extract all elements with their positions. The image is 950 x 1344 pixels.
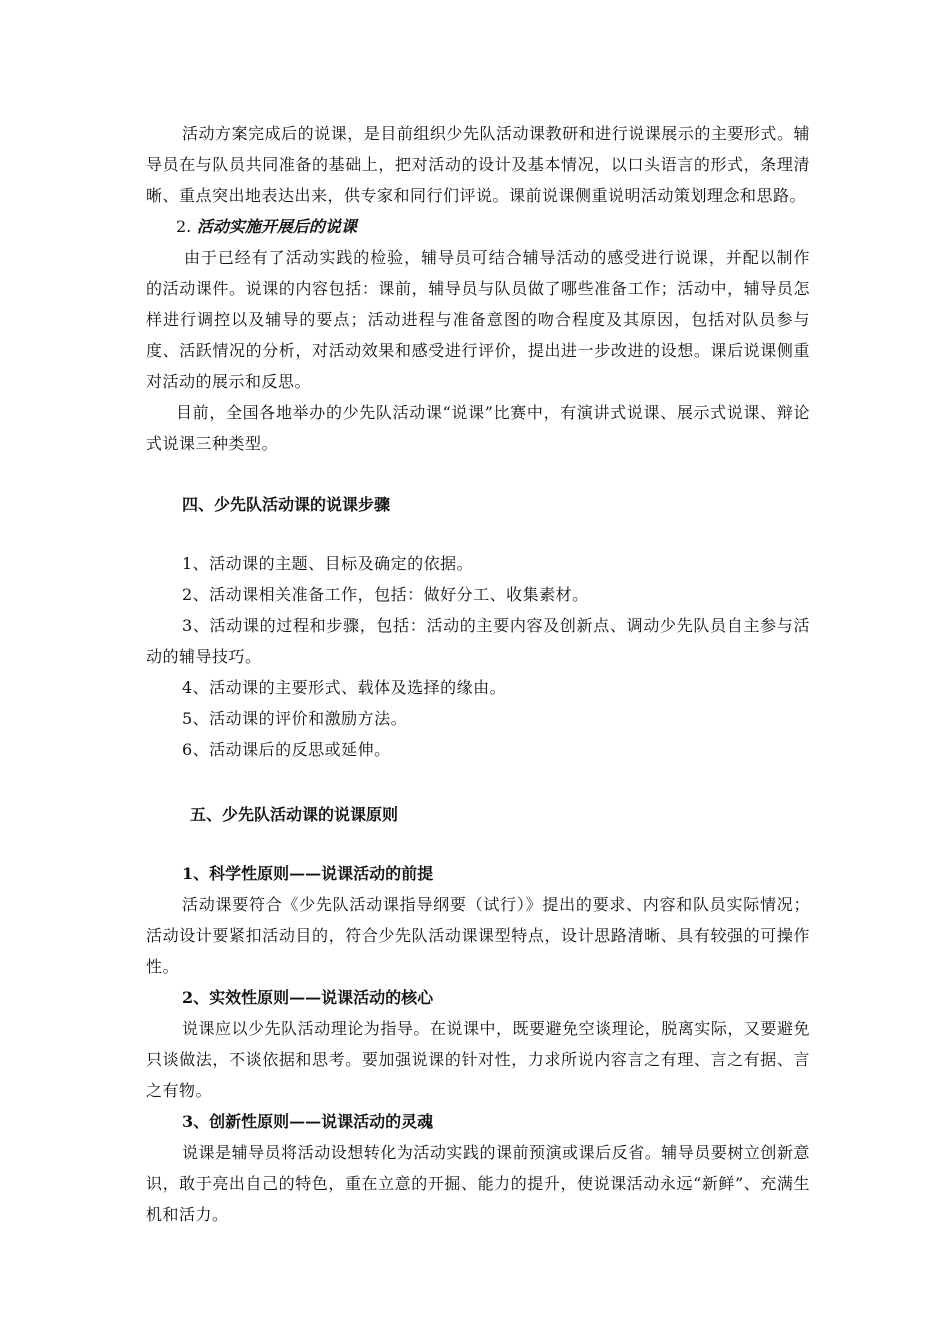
step-item-1: 1、活动课的主题、目标及确定的依据。	[182, 554, 474, 573]
principle-text-3: 说课是辅导员将活动设想转化为活动实践的课前预演或课后反省。辅导员要树立创新意识，敢于亮出自己的特色，重在立意的开掘、能力的提升，使说课活动永远“新鲜”、充满生机和活力。	[146, 1143, 810, 1224]
step-item-5: 5、活动课的评价和激励方法。	[182, 709, 408, 728]
step-item-2: 2、活动课相关准备工作，包括：做好分工、收集素材。	[182, 585, 589, 604]
step-item-3: 3、活动课的过程和步骤，包括：活动的主要内容及创新点、调动少先队员自主参与活动的辅导技巧。	[146, 616, 810, 666]
intro-paragraph: 活动方案完成后的说课，是目前组织少先队活动课教研和进行说课展示的主要形式。辅导员在与队员共同准备的基础上，把对活动的设计及基本情况，以口头语言的形式，条理清晰、重点突出地表达出来，供专家和同行们评说。课前说课侧重说明活动策划理念和思路。	[146, 124, 810, 205]
principle-text-1: 活动课要符合《少先队活动课指导纲要（试行）》提出的要求、内容和队员实际情况；活动设计要紧扣活动目的，符合少先队活动课课型特点，设计思路清晰、具有较强的可操作性。	[146, 895, 810, 976]
subsection-number: 2.	[176, 217, 192, 236]
types-paragraph: 目前，全国各地举办的少先队活动课“说课”比赛中，有演讲式说课、展示式说课、辩论式说课三种类型。	[146, 403, 810, 453]
subsection-2-paragraph: 由于已经有了活动实践的检验，辅导员可结合辅导活动的感受进行说课，并配以制作的活动课件。说课的内容包括：课前，辅导员与队员做了哪些准备工作；活动中，辅导员怎样进行调控以及辅导的要点；活动进程与准备意图的吻合程度及其原因，包括对队员参与度、活跃情况的分析，对活动效果和感受进行评价，提出进一步改进的设想。课后说课侧重对活动的展示和反思。	[146, 248, 810, 391]
principle-heading-1: 1、科学性原则——说课活动的前提	[182, 864, 434, 883]
subsection-heading-2	[146, 211, 810, 242]
subsection-title: 活动实施开展后的说课	[196, 217, 357, 236]
step-item-6: 6、活动课后的反思或延伸。	[182, 740, 391, 759]
principle-heading-2: 2、实效性原则——说课活动的核心	[182, 988, 434, 1007]
section-4-heading: 四、少先队活动课的说课步骤	[182, 495, 391, 514]
step-item-4: 4、活动课的主要形式、载体及选择的缘由。	[182, 678, 507, 697]
principle-heading-3: 3、创新性原则——说课活动的灵魂	[182, 1112, 434, 1131]
document-page	[146, 118, 810, 1230]
principle-text-2: 说课应以少先队活动理论为指导。在说课中，既要避免空谈理论，脱离实际，又要避免只谈做法，不谈依据和思考。要加强说课的针对性，力求所说内容言之有理、言之有据、言之有物。	[146, 1019, 810, 1100]
section-5-heading: 五、少先队活动课的说课原则	[190, 805, 399, 824]
